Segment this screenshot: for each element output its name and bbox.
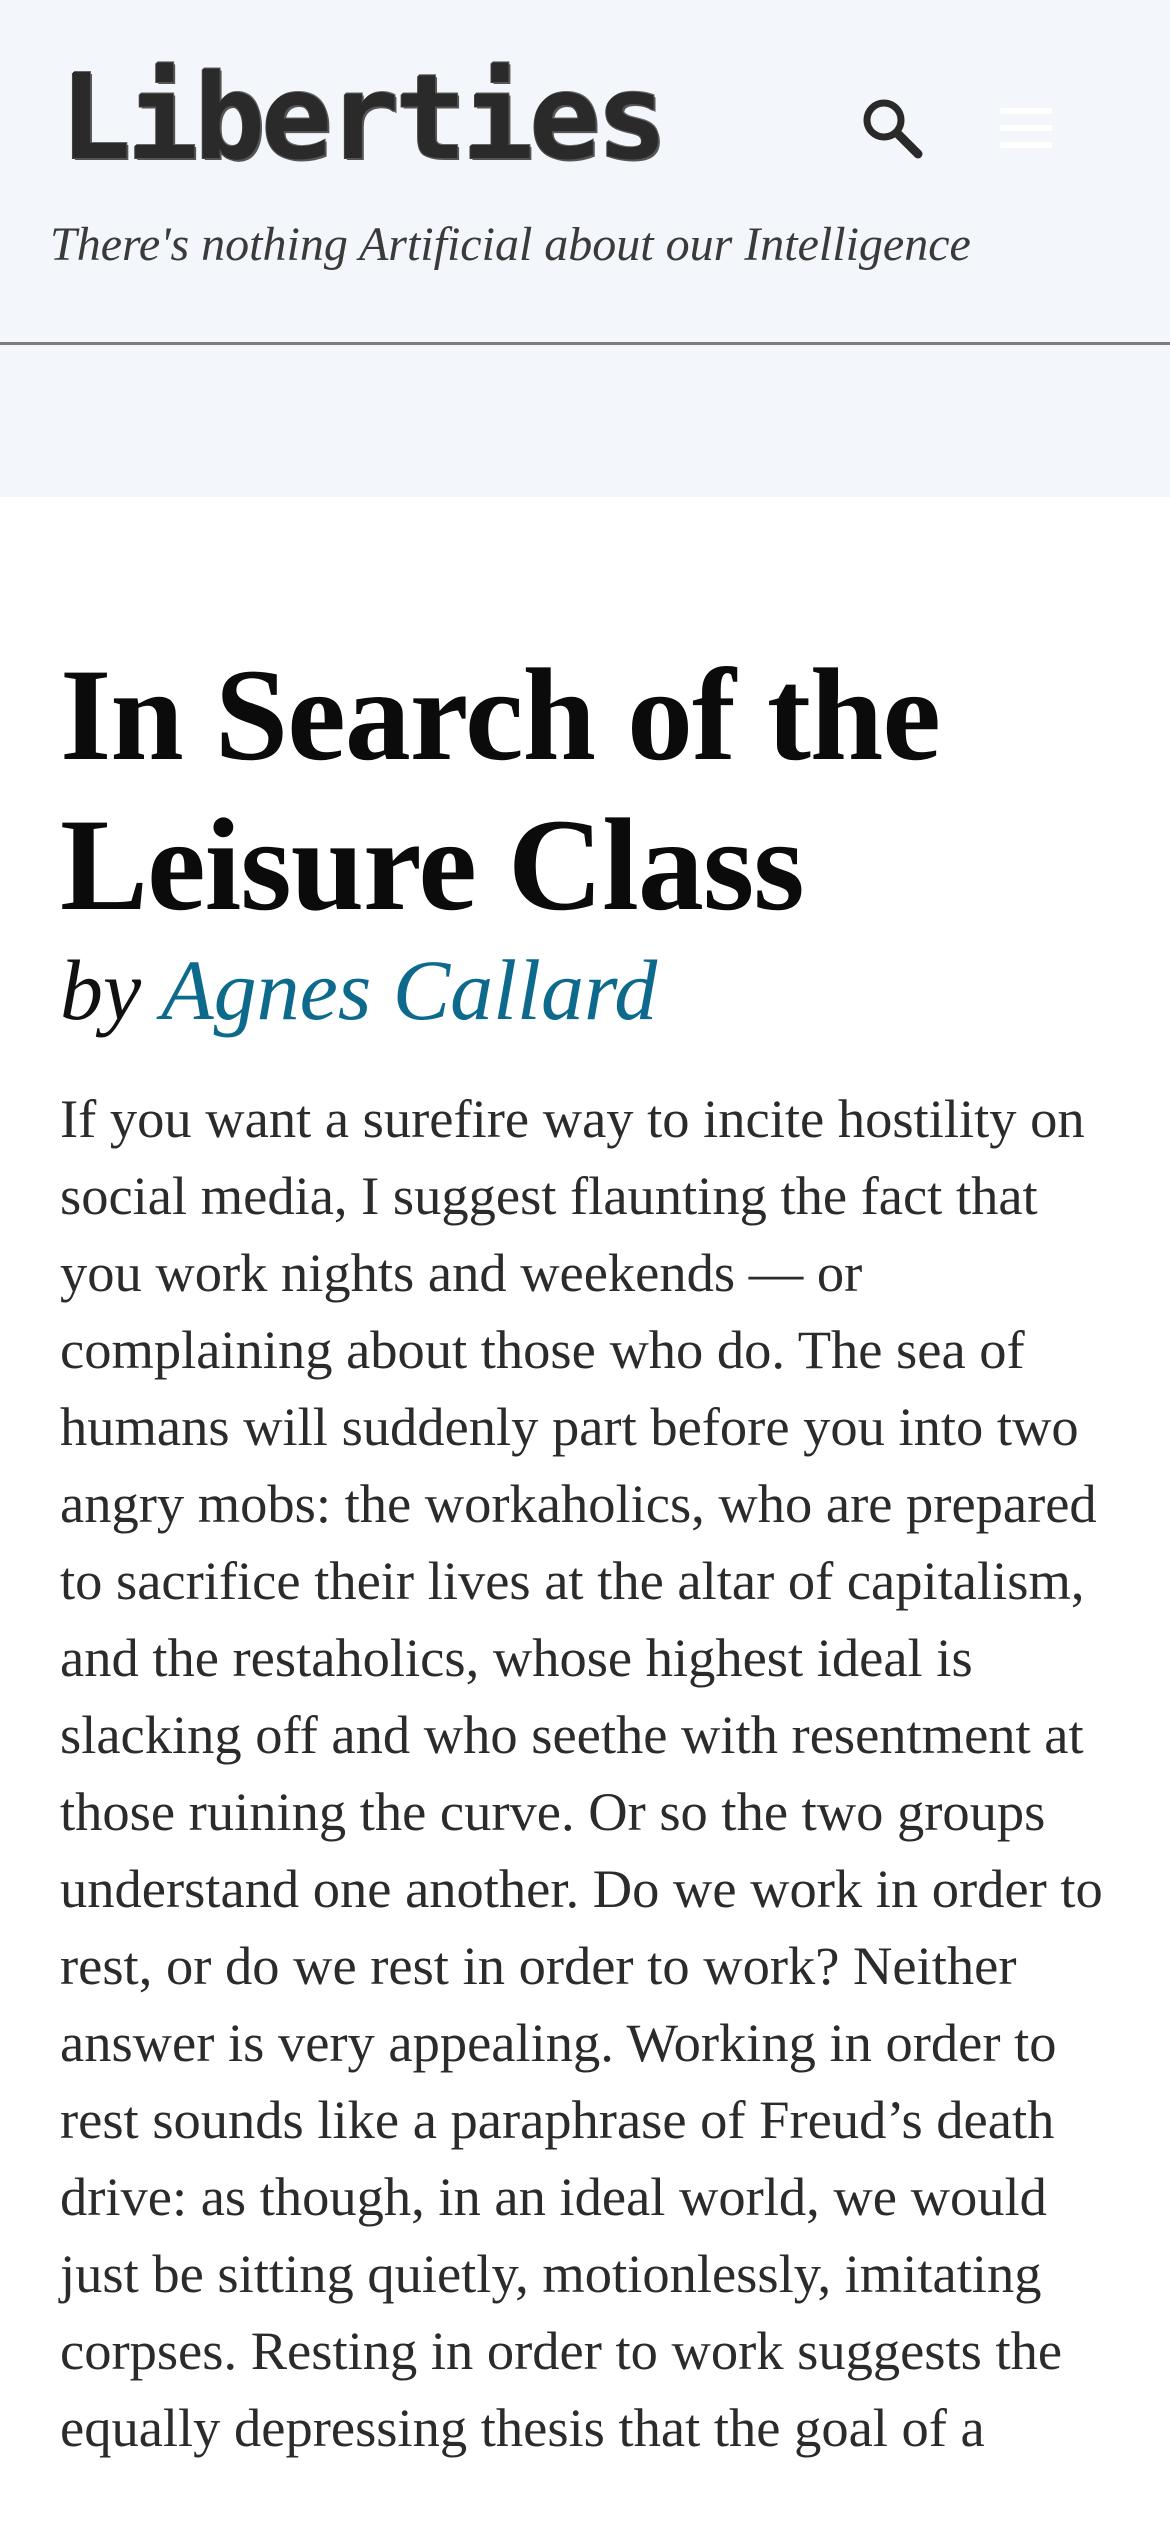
header-spacer [0, 345, 1170, 497]
site-header [0, 0, 1170, 345]
site-tagline: There's nothing Artificial about our Intelligence [50, 218, 971, 271]
hamburger-menu-icon [990, 96, 1062, 160]
author-link[interactable]: Agnes Callard [161, 942, 658, 1038]
search-icon [856, 92, 928, 164]
byline-prefix: by [60, 942, 142, 1038]
article-body: If you want a surefire way to incite hostility on social media, I suggest flaunting the fact that you work nights and weekends — or complaining about those who do. The sea of humans will suddenly part before you into two angry mobs: the workaholics, who are prepared to sacrifice their lives at the altar of capitalism, and the restaholics, whose highest ideal is slacking off and who seethe with resentment at those ruining the curve. Or so the two groups understand one another. Do we work in order to rest, or do we rest in order to work? Neither answer is very appealing. Working in order to rest sounds like a paraphrase of Freud’s death drive: as though, in an ideal world, we would just be sitting quietly, motionlessly, imitating corpses. Resting in order to work suggests the equally depressing thesis that the goal of a [60, 1088, 1103, 2458]
article-title: In Search of the Leisure Class [60, 641, 940, 938]
byline [60, 940, 1120, 1040]
site-logo[interactable]: Liberties [60, 48, 664, 186]
search-button[interactable] [856, 92, 928, 164]
menu-button[interactable] [990, 96, 1062, 160]
article [60, 640, 1120, 2521]
